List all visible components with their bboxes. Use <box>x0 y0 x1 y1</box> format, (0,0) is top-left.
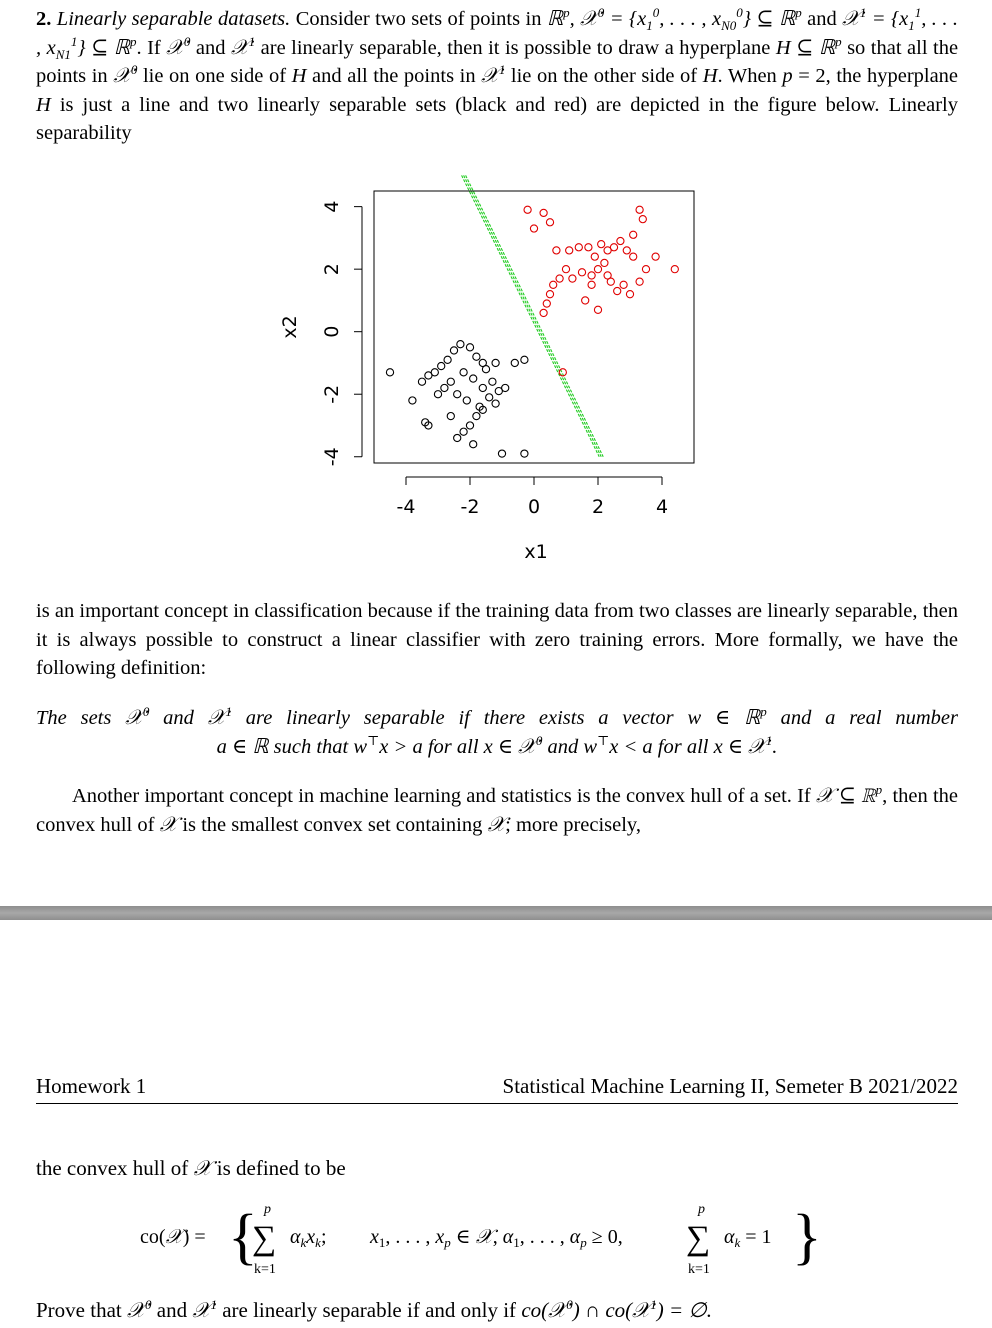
svg-text:p: p <box>264 1202 271 1217</box>
svg-text:∑: ∑ <box>686 1220 711 1257</box>
red-point <box>671 266 678 273</box>
red-point <box>540 209 547 216</box>
red-point <box>617 237 624 244</box>
red-point <box>594 306 601 313</box>
red-point <box>575 244 582 251</box>
red-point <box>582 297 589 304</box>
red-point <box>601 259 608 266</box>
red-point <box>594 266 601 273</box>
black-point <box>447 378 454 385</box>
y-axis-label: x2 <box>279 315 301 339</box>
black-point <box>470 375 477 382</box>
red-point <box>636 278 643 285</box>
red-point <box>636 206 643 213</box>
black-point <box>434 391 441 398</box>
black-point <box>454 391 461 398</box>
black-point <box>457 341 464 348</box>
convex-hull-paragraph: Another important concept in machine learning and statistics is the convex hull of a set. If 𝒳 ⊆ ℝ$^p$, then the convex hull of 𝒳 is the smallest convex set containing 𝒳; more precisely, <box>36 782 959 836</box>
y-tick-label: -2 <box>321 384 343 404</box>
separator-strand <box>462 175 600 456</box>
black-point <box>460 369 467 376</box>
after-figure-paragraph: is an important concept in classification because if the training data from two classes are linearly separable, then it is always possible to construct a linear classifier with zero training errors. More formally, we have the following definition: <box>36 600 958 680</box>
red-point <box>578 269 585 276</box>
svg-text:αkxk;: $\alpha_kx_k$; <box>290 1226 327 1250</box>
red-point <box>546 219 553 226</box>
y-tick-label: 2 <box>321 263 343 276</box>
page-break-divider <box>0 906 992 920</box>
red-point <box>553 247 560 254</box>
y-tick-label: 4 <box>321 200 343 213</box>
red-point <box>543 300 550 307</box>
black-point <box>498 450 505 457</box>
red-point <box>604 272 611 279</box>
black-point <box>482 366 489 373</box>
black-point <box>473 413 480 420</box>
svg-text:co(𝒳) =: co(𝒳) = <box>140 1226 206 1248</box>
prove-statement: Prove that 𝒳$^0$ and 𝒳$^1$ are linearly separable if and only if co(𝒳$^0$) ∩ co(𝒳$^1$) = ∅. <box>36 1297 712 1322</box>
black-point <box>438 362 445 369</box>
y-tick-label: -4 <box>321 447 343 467</box>
black-point <box>460 428 467 435</box>
svg-text:{: { <box>228 1203 258 1271</box>
black-point <box>473 353 480 360</box>
black-point <box>418 378 425 385</box>
x-tick-label: 0 <box>527 496 541 518</box>
red-point <box>630 231 637 238</box>
hull-definition-intro: the convex hull of 𝒳 is defined to be <box>36 1156 346 1180</box>
separator-strand <box>466 175 604 456</box>
black-point <box>502 384 509 391</box>
black-point <box>463 397 470 404</box>
red-point <box>620 281 627 288</box>
black-point <box>447 413 454 420</box>
black-point <box>441 384 448 391</box>
series-black-points <box>386 341 528 458</box>
black-point <box>486 394 493 401</box>
black-point <box>470 441 477 448</box>
black-point <box>511 359 518 366</box>
convex-hull-formula <box>140 1195 840 1277</box>
definition: The sets 𝒳$^0$ and 𝒳$^1$ are linearly separable if there exists a vector w ∈ ℝ$^p$ and a real number a ∈ ℝ such that w⊤x > a for all x ∈ 𝒳$^0$ and w⊤x < a for all x ∈ 𝒳$^1$. <box>36 704 958 758</box>
x-axis-label: x1 <box>524 541 548 563</box>
red-point <box>556 275 563 282</box>
problem-number: 2. <box>36 8 52 30</box>
black-point <box>521 356 528 363</box>
x-tick-label: 2 <box>591 496 605 518</box>
data-points <box>386 206 678 457</box>
svg-text:∑: ∑ <box>252 1220 277 1257</box>
red-point <box>550 281 557 288</box>
red-point <box>588 281 595 288</box>
red-point <box>588 272 595 279</box>
black-point <box>492 359 499 366</box>
intro-paragraph: 2. Linearly separable datasets. Consider two sets of points in ℝ$^p$, 𝒳$^0$ = {$x_1^0$, . . . , $x_{N0}^0$} ⊆ ℝ$^p$ and 𝒳$^1$ = {$x_1^1$, . . . , $x_{N1}^1$} ⊆ ℝ$^p$. If 𝒳$^0$ and 𝒳$^1$ are linearly separable, then it is possible to draw a hyperplane H ⊆ ℝ$^p$ so that all the points in 𝒳$^0$ lie on one side of H and all the points in 𝒳$^1$ lie on the other side of H. When p = 2, the hyperplane H is just a line and two linearly separable sets (black and red) are depicted in the figure below. Linearly separability <box>36 5 959 145</box>
y-tick-label: 0 <box>321 325 343 338</box>
problem-title: Linearly separable datasets. <box>56 8 291 30</box>
red-point <box>652 253 659 260</box>
separating-hyperplane <box>462 175 604 456</box>
black-point <box>454 434 461 441</box>
x-tick-label: -2 <box>460 496 480 518</box>
running-header-right: Statistical Machine Learning II, Semeter B 2021/2022 <box>502 1074 958 1098</box>
red-point <box>569 275 576 282</box>
black-point <box>466 344 473 351</box>
red-point <box>591 253 598 260</box>
red-point <box>585 244 592 251</box>
black-point <box>444 356 451 363</box>
red-point <box>610 244 617 251</box>
running-header-left: Homework 1 <box>36 1074 147 1098</box>
scatter-plot <box>262 175 732 570</box>
black-point <box>466 422 473 429</box>
black-point <box>386 369 393 376</box>
black-point <box>409 397 416 404</box>
red-point <box>639 216 646 223</box>
black-point <box>492 400 499 407</box>
red-point <box>598 241 605 248</box>
red-point <box>530 225 537 232</box>
red-point <box>524 206 531 213</box>
black-point <box>479 384 486 391</box>
separator-strand <box>464 175 602 456</box>
red-point <box>566 247 573 254</box>
red-point <box>546 291 553 298</box>
red-point <box>630 253 637 260</box>
header-rule <box>36 1103 958 1104</box>
red-point <box>540 309 547 316</box>
x-tick-label: 4 <box>655 496 669 518</box>
black-point <box>431 369 438 376</box>
svg-text:p: p <box>698 1202 705 1217</box>
svg-text:k=1: k=1 <box>254 1262 276 1277</box>
red-point <box>626 291 633 298</box>
black-point <box>521 450 528 457</box>
red-point <box>642 266 649 273</box>
black-point <box>450 347 457 354</box>
black-point <box>489 378 496 385</box>
x-tick-label: -4 <box>396 496 416 518</box>
red-point <box>562 266 569 273</box>
svg-text:αk = 1: $\alpha_k = 1$ <box>724 1226 772 1250</box>
svg-text:}: } <box>792 1203 822 1271</box>
red-point <box>614 287 621 294</box>
svg-text:x1, . . . , xp ∈ 𝒳, α1, . . .: $x_1$, . . . , $x_p$ ∈ 𝒳, $\alpha_1$, . . . , $\alpha_p \ge 0$, <box>370 1226 623 1250</box>
svg-text:k=1: k=1 <box>688 1262 710 1277</box>
red-point <box>623 247 630 254</box>
